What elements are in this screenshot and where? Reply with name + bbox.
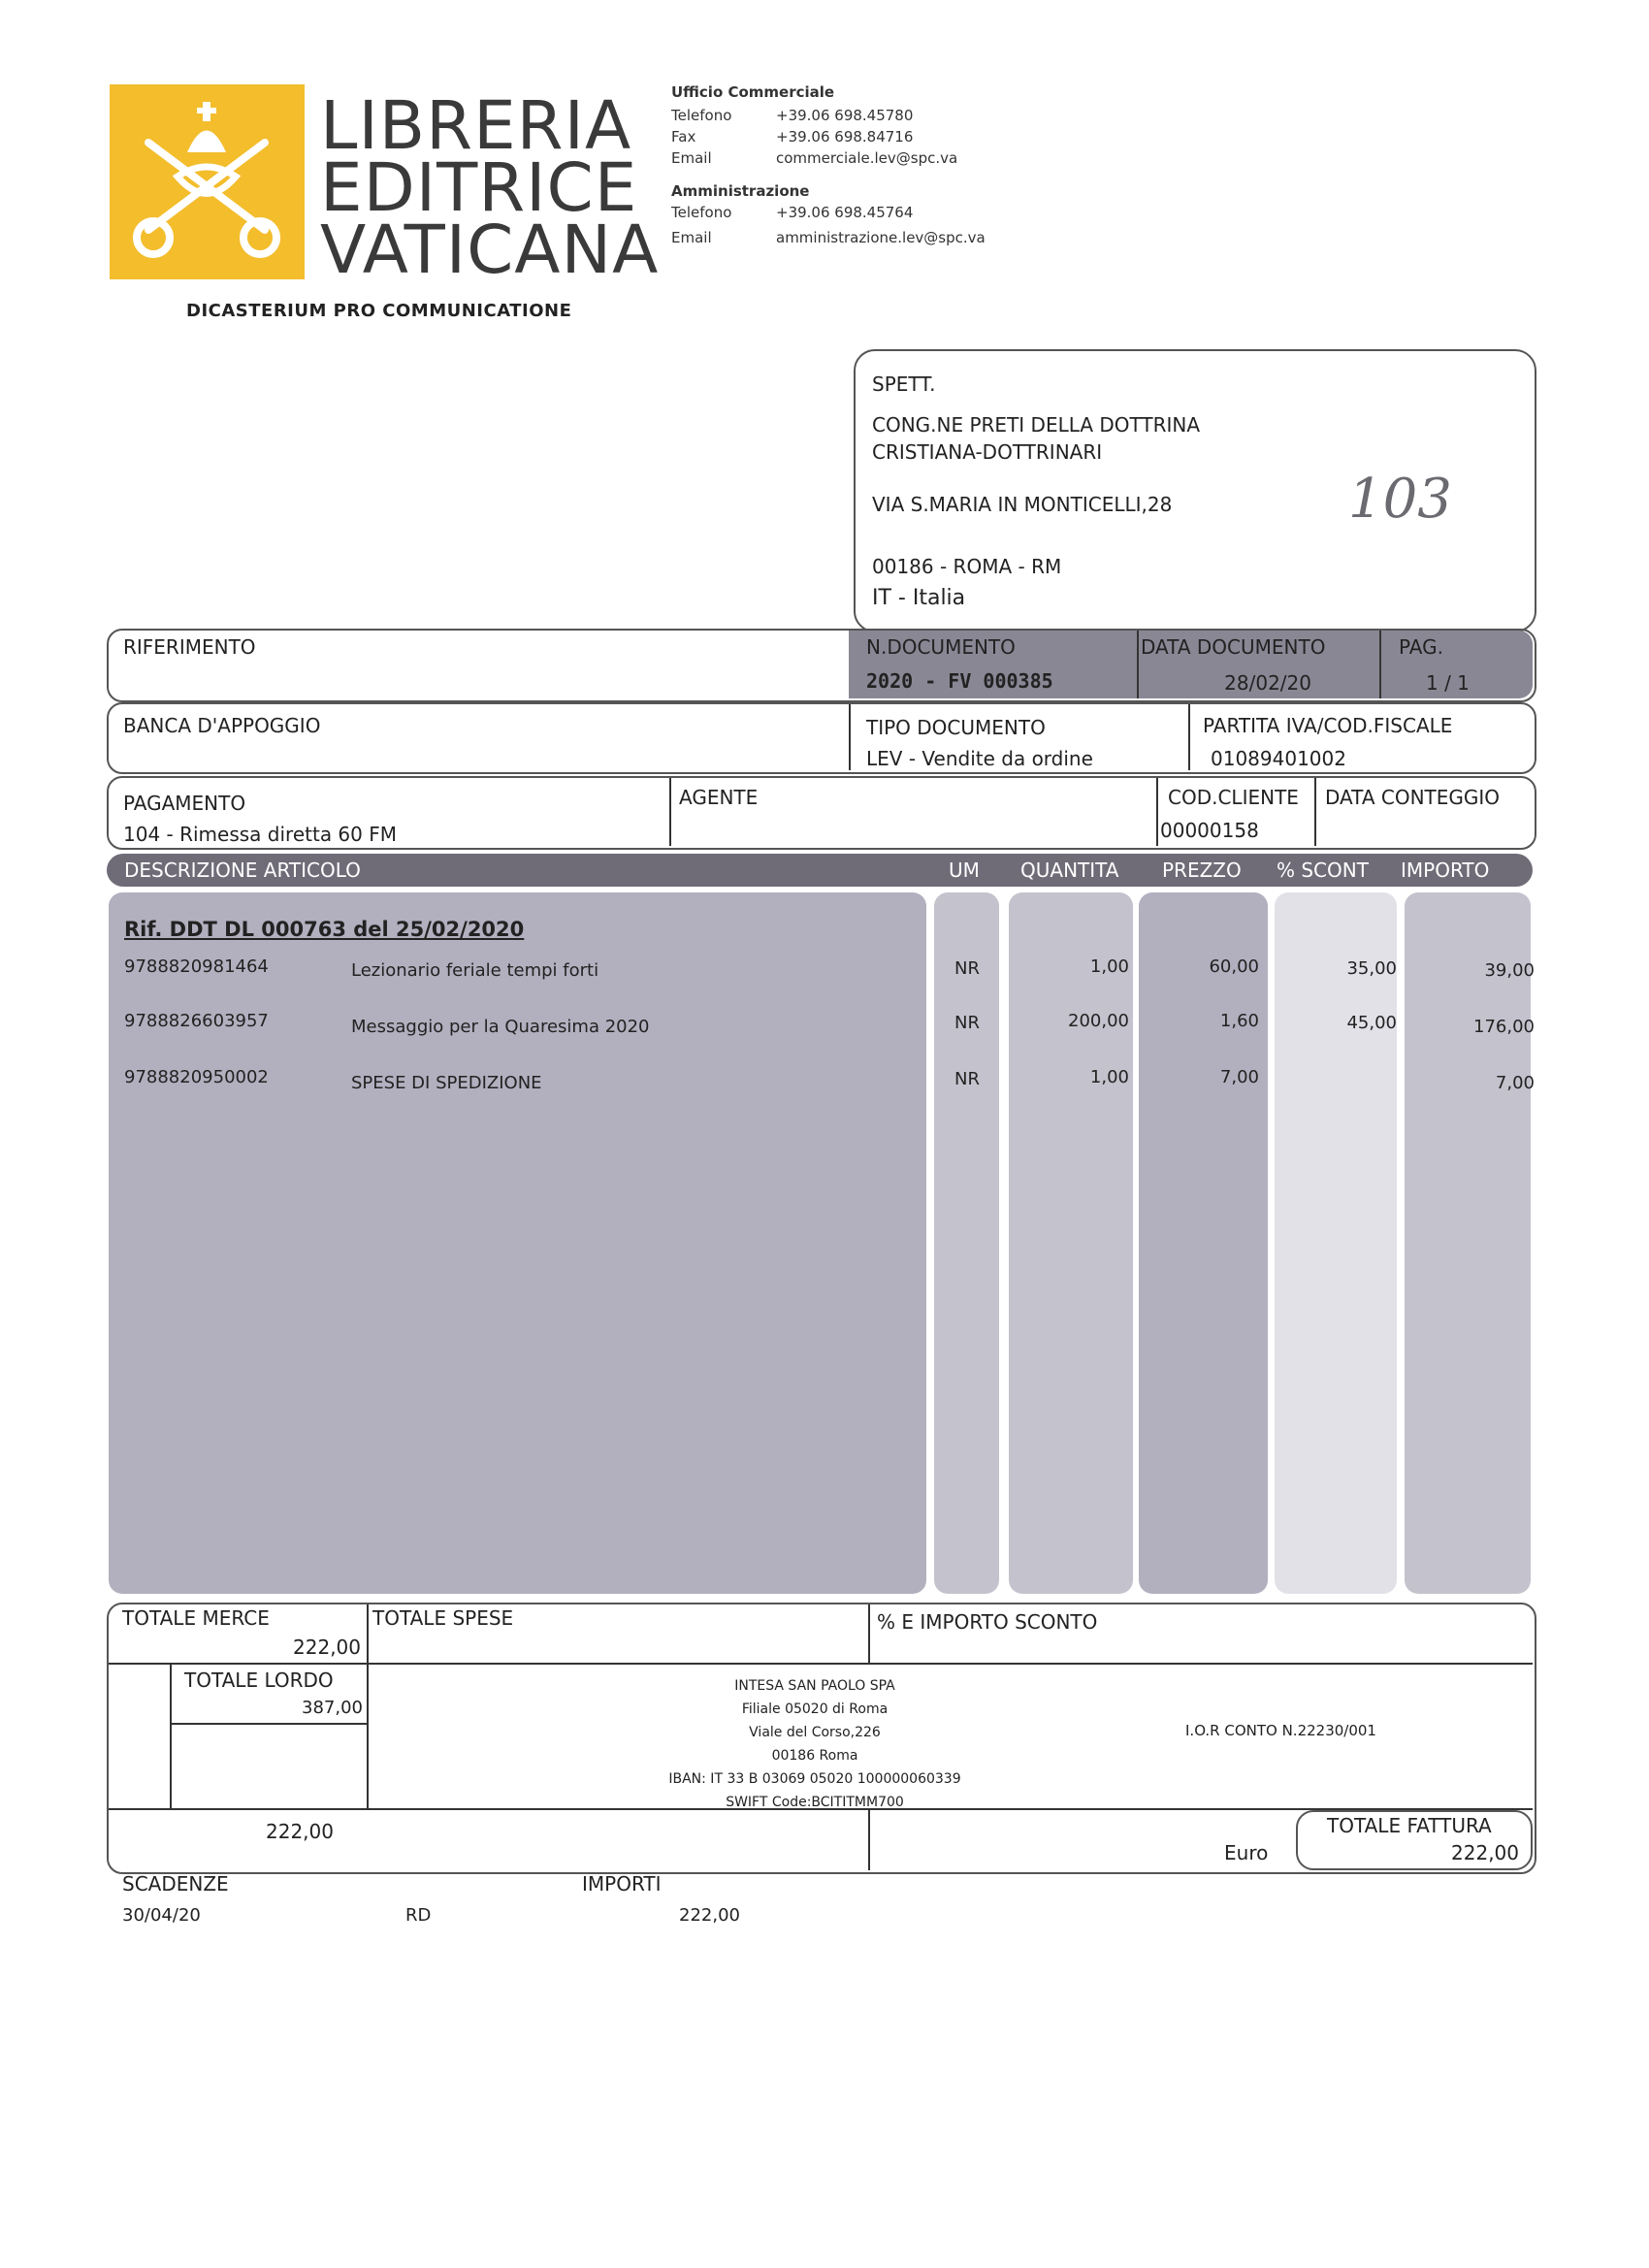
um-panel: [934, 892, 999, 1594]
ufficio-title: Ufficio Commerciale: [671, 83, 835, 101]
ior-account: I.O.R CONTO N.22230/001: [1185, 1722, 1376, 1739]
banca-label: BANCA D'APPOGGIO: [123, 714, 321, 737]
pagamento-label: PAGAMENTO: [123, 792, 246, 815]
scadenza-type: RD: [405, 1905, 432, 1926]
crossed-keys-emblem-icon: [110, 84, 305, 279]
data-conteggio-label: DATA CONTEGGIO: [1325, 786, 1501, 809]
sconto-label: % E IMPORTO SCONTO: [877, 1610, 1098, 1634]
row-price: 60,00: [1209, 956, 1259, 977]
imponibile-value: 222,00: [266, 1820, 334, 1843]
row-price: 1,60: [1219, 1011, 1259, 1031]
bank-iban: IBAN: IT 33 B 03069 05020 100000060339: [668, 1771, 961, 1787]
table-row: [0, 1011, 1649, 1040]
recipient-spett: SPETT.: [872, 373, 936, 396]
recipient-country: IT - Italia: [872, 586, 966, 610]
ddt-reference: Rif. DDT DL 000763 del 25/02/2020: [124, 918, 525, 941]
tipo-doc-value: LEV - Vendite da ordine: [866, 747, 1093, 770]
quantita-panel: [1009, 892, 1133, 1594]
currency-label: Euro: [1224, 1841, 1269, 1864]
row-amount: 7,00: [1495, 1073, 1535, 1093]
prezzo-panel: [1139, 892, 1268, 1594]
col-um: UM: [949, 859, 980, 882]
row-desc: Lezionario feriale tempi forti: [351, 960, 599, 981]
scadenza-date: 30/04/20: [122, 1905, 201, 1926]
row-disc: 35,00: [1346, 958, 1397, 979]
row-code: 9788820981464: [124, 956, 269, 977]
ufficio-tel-label: Telefono: [671, 107, 732, 124]
ufficio-email: commerciale.lev@spc.va: [776, 149, 958, 167]
row-code: 9788820950002: [124, 1067, 269, 1087]
totale-lordo-value: 387,00: [302, 1698, 363, 1718]
row-um: NR: [954, 1069, 980, 1089]
handwritten-note: 103: [1348, 468, 1452, 531]
pag-value: 1 / 1: [1426, 671, 1470, 695]
totale-fattura-label: TOTALE FATTURA: [1327, 1814, 1492, 1837]
importo-panel: [1405, 892, 1531, 1594]
totale-fattura-box: [1296, 1810, 1533, 1870]
row-code: 9788826603957: [124, 1011, 269, 1031]
col-prezzo: PREZZO: [1162, 859, 1242, 882]
totale-merce-value: 222,00: [293, 1636, 361, 1659]
lev-logo: [110, 84, 305, 279]
brand-line-3: VATICANA: [320, 211, 660, 289]
table-row: [0, 956, 1649, 986]
col-descrizione: DESCRIZIONE ARTICOLO: [124, 859, 361, 882]
amm-email-label: Email: [671, 229, 712, 246]
sconto-panel: [1275, 892, 1397, 1594]
table-header: [107, 854, 1533, 887]
cod-cliente-label: COD.CLIENTE: [1168, 786, 1299, 809]
data-doc-label: DATA DOCUMENTO: [1141, 635, 1326, 659]
cod-cliente-value: 00000158: [1160, 819, 1259, 842]
row-qty: 1,00: [1089, 1067, 1129, 1087]
amm-email: amministrazione.lev@spc.va: [776, 229, 986, 246]
ndoc-value: 2020 - FV 000385: [866, 669, 1053, 693]
totale-lordo-label: TOTALE LORDO: [184, 1669, 334, 1692]
recipient-city: 00186 - ROMA - RM: [872, 555, 1062, 578]
brand-line-2: EDITRICE: [320, 149, 638, 227]
description-panel: [109, 892, 926, 1594]
ufficio-tel: +39.06 698.45780: [776, 107, 914, 124]
ufficio-email-label: Email: [671, 149, 712, 167]
scadenze-label: SCADENZE: [122, 1872, 229, 1895]
row-desc: Messaggio per la Quaresima 2020: [351, 1017, 650, 1037]
pagamento-value: 104 - Rimessa diretta 60 FM: [123, 823, 398, 846]
dicasterium-label: DICASTERIUM PRO COMMUNICATIONE: [186, 301, 572, 321]
tipo-doc-label: TIPO DOCUMENTO: [866, 716, 1046, 739]
row-price: 7,00: [1219, 1067, 1259, 1087]
row-amount: 39,00: [1484, 960, 1535, 981]
riferimento-label: RIFERIMENTO: [123, 635, 256, 659]
recipient-name-1: CONG.NE PRETI DELLA DOTTRINA: [872, 413, 1201, 437]
row-um: NR: [954, 1013, 980, 1033]
ufficio-fax-label: Fax: [671, 128, 696, 146]
bank-city: 00186 Roma: [771, 1748, 858, 1764]
col-importo: IMPORTO: [1401, 859, 1490, 882]
row-amount: 176,00: [1473, 1017, 1535, 1037]
bank-swift: SWIFT Code:BCITITMM700: [726, 1795, 904, 1810]
col-sconto: % SCONT: [1277, 859, 1369, 882]
table-row: [0, 1067, 1649, 1096]
agente-label: AGENTE: [679, 786, 759, 809]
bank-name: INTESA SAN PAOLO SPA: [734, 1678, 895, 1694]
totale-merce-label: TOTALE MERCE: [122, 1606, 270, 1630]
bank-street: Viale del Corso,226: [749, 1725, 881, 1740]
amm-tel-label: Telefono: [671, 204, 732, 221]
row-um: NR: [954, 958, 980, 979]
data-doc-value: 28/02/20: [1224, 671, 1311, 695]
piva-label: PARTITA IVA/COD.FISCALE: [1203, 714, 1453, 737]
row-desc: SPESE DI SPEDIZIONE: [351, 1073, 542, 1093]
totale-spese-label: TOTALE SPESE: [372, 1606, 514, 1630]
bank-branch: Filiale 05020 di Roma: [741, 1701, 889, 1717]
recipient-name-2: CRISTIANA-DOTTRINARI: [872, 440, 1103, 464]
col-quantita: QUANTITA: [1020, 859, 1119, 882]
totale-fattura-value: 222,00: [1451, 1841, 1519, 1864]
recipient-box: [854, 349, 1536, 632]
amm-title: Amministrazione: [671, 182, 810, 200]
scadenza-amount: 222,00: [679, 1905, 740, 1926]
piva-value: 01089401002: [1211, 747, 1346, 770]
pag-label: PAG.: [1399, 635, 1443, 659]
row-qty: 200,00: [1068, 1011, 1129, 1031]
amm-tel: +39.06 698.45764: [776, 204, 914, 221]
brand-line-1: LIBRERIA: [320, 87, 632, 165]
recipient-street: VIA S.MARIA IN MONTICELLI,28: [872, 493, 1173, 516]
row-disc: 45,00: [1346, 1013, 1397, 1033]
row-qty: 1,00: [1089, 956, 1129, 977]
ndoc-label: N.DOCUMENTO: [866, 635, 1016, 659]
ufficio-fax: +39.06 698.84716: [776, 128, 914, 146]
bank-details: [621, 1674, 1009, 1814]
importi-label: IMPORTI: [582, 1872, 662, 1895]
contact-block: [671, 83, 1059, 250]
